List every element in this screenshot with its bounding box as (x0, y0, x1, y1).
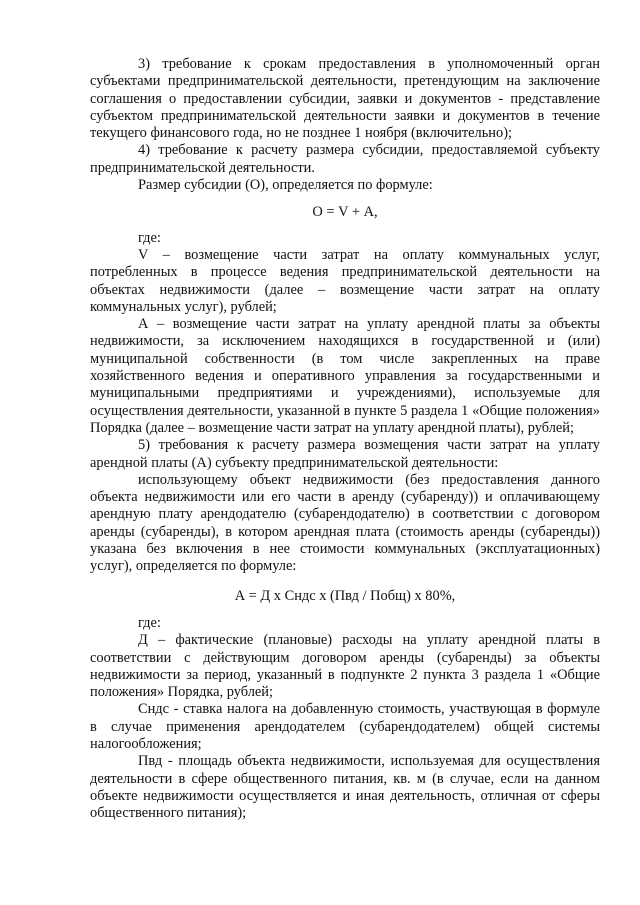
paragraph-a-definition: А – возмещение части затрат на уплату арендной платы за объекты недвижимости, за исключением находящихся в государственной и (или) муниципальной собственности (в том числе закрепленных на праве хозяйственного ведения и оперативного управления за государственными и муниципальными предприятиями и учреждениями), используемые для осуществления деятельности, указанной в пункте 5 раздела 1 «Общие положения» Порядка (далее – возмещение части затрат на уплату арендной платы), рублей; (90, 316, 600, 436)
paragraph-area-definition: Пвд - площадь объекта недвижимости, используемая для осуществления деятельности в сфере общественного питания, кв. м (в случае, если на данном объекте недвижимости осуществляется и иная деятельность, отличная от сферы общественного питания); (90, 753, 600, 822)
paragraph-subsidy-formula-intro: Размер субсидии (О), определяется по формуле: (138, 177, 433, 194)
paragraph-rent-reimbursement-requirement: 5) требования к расчету размера возмещения части затрат на уплату арендной платы (А) субъекту предпринимательской деятельности: (90, 437, 600, 471)
paragraph-where-label: где: (138, 229, 161, 246)
paragraph-d-definition: Д – фактические (плановые) расходы на уплату арендной платы в соответствии с действующим договором аренды (субаренды) за объекты недвижимости за период, указанный в подпункте 2 пункта 3 раздела 1 «Общие положения» Порядка, рублей; (90, 632, 600, 701)
paragraph-v-definition: V – возмещение части затрат на оплату коммунальных услуг, потребленных в процессе ведения предпринимательской деятельности на объектах недвижимости (далее – возмещение части затрат на оплату коммунальных услуг), рублей; (90, 246, 600, 315)
formula-subsidy: О = V + А, (312, 204, 378, 221)
paragraph-subsidy-calculation-requirement: 4) требование к расчету размера субсидии, предоставляемой субъекту предпринимательской деятельности. (90, 142, 600, 176)
formula-rent: А = Д х Сндс х (Пвд / Побщ) х 80%, (234, 587, 456, 604)
paragraph-tenant-conditions: использующему объект недвижимости (без предоставления данного объекта недвижимости или его части в аренду (субаренду)) и оплачивающему арендную плату арендодателю (субарендодателю) в соответствии с договором аренды (субаренды), в котором арендная плата (стоимость аренды (субаренды)) указана без включения в нее стоимости коммунальных (эксплуатационных) услуг), определяется по формуле: (90, 471, 600, 575)
paragraph-where-label-2: где: (138, 614, 161, 631)
paragraph-deadline-requirement: 3) требование к срокам предоставления в уполномоченный орган субъектами предпринимательской деятельности, претендующим на заключение соглашения о предоставлении субсидии, заявки и документов - представление субъектом предпринимательской деятельности заявки и документов в течение текущего финансового года, но не позднее 1 ноября (включительно); (90, 56, 600, 142)
paragraph-vat-definition: Сндс - ставка налога на добавленную стоимость, участвующая в формуле в случае применения арендодателем (субарендодателем) общей системы налогообложения; (90, 701, 600, 752)
